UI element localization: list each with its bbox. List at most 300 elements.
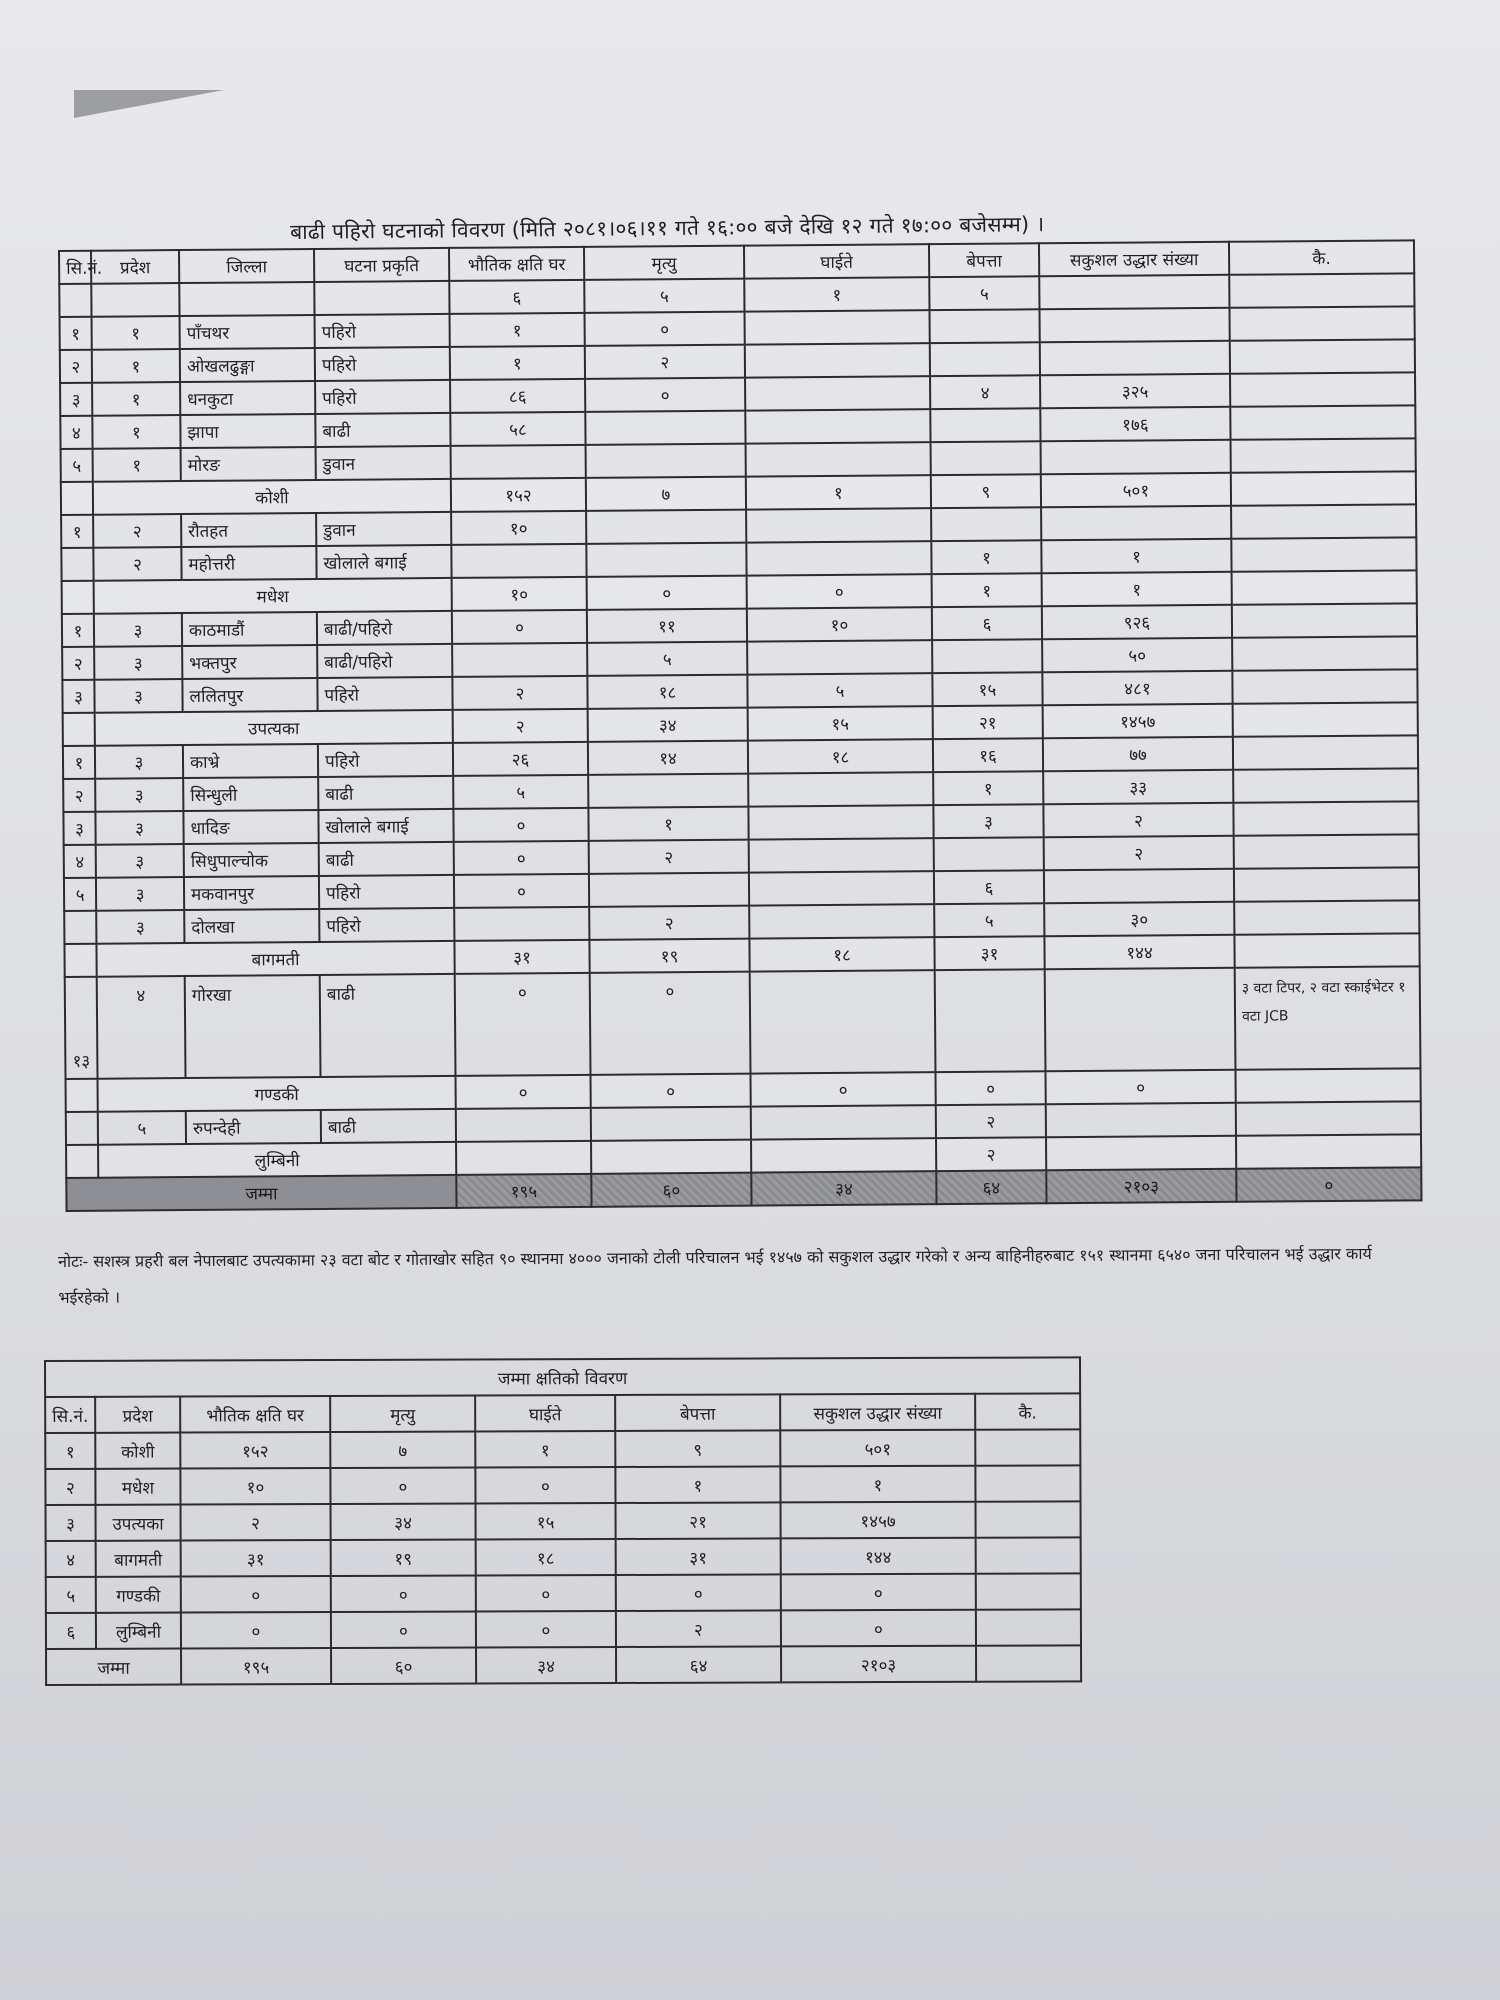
table-cell: ६४	[616, 1646, 781, 1683]
table-cell: ९२६	[1042, 605, 1232, 639]
summary-row	[46, 1501, 1081, 1541]
table-cell: ४	[64, 845, 96, 878]
table-cell: १८	[748, 739, 933, 773]
summary-table	[44, 1356, 1082, 1686]
table-cell	[1040, 341, 1230, 375]
table-cell	[934, 837, 1044, 871]
table-cell: काभ्रे	[183, 744, 318, 778]
table-cell: १५२	[180, 1432, 330, 1469]
table-cell: पहिरो	[315, 380, 450, 414]
table-cell: ३१	[616, 1538, 781, 1575]
table-cell: १३	[65, 977, 98, 1079]
table-cell: ३	[94, 646, 182, 680]
table-cell	[1231, 504, 1416, 538]
table-cell	[66, 1112, 98, 1145]
table-cell: ०	[747, 574, 932, 608]
table-cell: ३	[94, 679, 182, 713]
table-cell: ओखलढुङ्गा	[180, 348, 315, 382]
table-cell	[975, 1465, 1080, 1501]
table-cell	[1232, 669, 1417, 703]
table-cell: २	[62, 647, 94, 680]
table-cell: पाँचथर	[180, 315, 315, 349]
table-cell: १४	[588, 741, 748, 775]
corner-mark	[74, 90, 224, 118]
table-cell: १८	[587, 675, 747, 709]
table-cell: ०	[935, 1071, 1045, 1105]
table-cell: गोरखा	[185, 975, 321, 1078]
table-cell: ३	[46, 1505, 96, 1541]
table-cell: १	[60, 317, 92, 350]
summary-total-row	[46, 1645, 1081, 1685]
summary-column-header: कै.	[975, 1393, 1080, 1429]
summary-row	[46, 1573, 1081, 1613]
table-cell: २	[585, 345, 745, 379]
table-cell	[66, 1079, 98, 1112]
table-cell: १९५	[181, 1648, 331, 1685]
table-cell: ०	[1236, 1167, 1421, 1201]
table-cell	[1230, 372, 1415, 406]
subtotal-label: उपत्यका	[95, 710, 453, 746]
remark-cell: ३ वटा टिपर, २ वटा स्काईभेटर १ वटा JCB	[1235, 966, 1421, 1069]
table-cell	[1045, 968, 1236, 1071]
table-cell: डुवान	[316, 512, 451, 546]
table-cell: ३	[62, 680, 94, 713]
table-cell: २	[936, 1137, 1046, 1171]
table-cell: २६	[453, 742, 588, 776]
table-cell: ०	[476, 1611, 616, 1647]
table-cell: १	[92, 316, 180, 350]
table-cell	[1041, 506, 1231, 540]
table-cell: १	[45, 1433, 95, 1469]
table-cell	[1046, 1136, 1236, 1170]
column-header: प्रदेश	[91, 250, 179, 284]
table-cell	[931, 441, 1041, 475]
table-cell: १	[1042, 572, 1232, 606]
table-cell	[1046, 1103, 1236, 1137]
table-cell: १०	[452, 577, 587, 611]
subtotal-label: बागमती	[96, 941, 454, 977]
table-cell	[747, 640, 932, 674]
table-cell	[1231, 438, 1416, 472]
table-cell	[452, 643, 587, 677]
table-cell: ३३	[1043, 770, 1233, 804]
table-cell: १८	[749, 937, 934, 971]
table-cell: पहिरो	[319, 908, 454, 942]
table-cell: १	[1041, 539, 1231, 573]
table-cell	[456, 1108, 591, 1142]
table-cell: ३४	[476, 1647, 616, 1683]
table-cell: ५	[747, 673, 932, 707]
table-cell	[1230, 339, 1415, 373]
table-cell: २१०३	[1046, 1169, 1236, 1203]
summary-column-header: प्रदेश	[95, 1397, 180, 1433]
table-cell	[749, 904, 934, 938]
table-cell: ५	[64, 878, 96, 911]
table-cell: १	[588, 807, 748, 841]
table-cell	[1233, 801, 1418, 835]
column-header: सकुशल उद्धार संख्या	[1039, 242, 1229, 276]
table-cell	[1044, 869, 1234, 903]
table-cell	[585, 411, 745, 445]
table-cell: ५	[61, 449, 93, 482]
table-cell	[586, 444, 746, 478]
table-cell: १५	[748, 706, 933, 740]
summary-row	[46, 1609, 1081, 1649]
table-cell	[451, 445, 586, 479]
table-cell	[745, 376, 930, 410]
table-cell: २	[181, 1504, 331, 1541]
table-cell	[1233, 768, 1418, 802]
table-cell: बाढी	[320, 974, 456, 1077]
table-cell: पहिरो	[315, 347, 450, 381]
table-cell: ०	[616, 1574, 781, 1611]
table-cell: १	[61, 515, 93, 548]
table-cell	[1232, 603, 1417, 637]
table-cell: सिन्धुली	[183, 777, 318, 811]
table-cell	[451, 544, 586, 578]
incident-table	[58, 239, 1423, 1212]
table-cell	[62, 581, 94, 614]
incident-table-body	[59, 273, 1421, 1211]
column-header: घटना प्रकृति	[314, 248, 449, 282]
table-cell: १४५७	[781, 1502, 976, 1539]
table-cell	[976, 1645, 1081, 1681]
table-cell	[314, 281, 449, 315]
table-cell: १५	[932, 672, 1042, 706]
table-cell	[930, 408, 1040, 442]
table-cell	[746, 508, 931, 542]
table-cell: पहिरो	[319, 875, 454, 909]
table-cell: २	[616, 1610, 781, 1647]
table-cell: कोशी	[95, 1433, 180, 1469]
column-header: भौतिक क्षति घर	[449, 247, 584, 281]
table-cell: डुवान	[316, 446, 451, 480]
table-cell: ०	[455, 1075, 590, 1109]
table-cell: झापा	[180, 414, 315, 448]
table-cell: ६	[46, 1613, 96, 1649]
table-cell	[976, 1573, 1081, 1609]
table-cell	[1234, 867, 1419, 901]
table-cell: ५८	[450, 412, 585, 446]
table-cell: ६	[934, 870, 1044, 904]
table-cell: ७७	[1043, 737, 1233, 771]
table-cell: ३	[96, 877, 184, 911]
table-cell: ९	[931, 474, 1041, 508]
table-cell: २	[452, 676, 587, 710]
table-cell	[1233, 702, 1418, 736]
table-cell: १	[450, 346, 585, 380]
table-cell: लुम्बिनी	[96, 1613, 181, 1649]
table-cell: ३	[95, 745, 183, 779]
table-cell: १	[475, 1431, 615, 1467]
table-cell: १	[92, 415, 180, 449]
column-header: मृत्यु	[584, 246, 744, 280]
table-cell: ५	[453, 775, 588, 809]
table-cell: १४४	[781, 1538, 976, 1575]
table-cell: ३४	[331, 1503, 476, 1540]
table-cell	[746, 442, 931, 476]
table-cell: ३	[95, 778, 183, 812]
table-cell: ०	[587, 576, 747, 610]
table-cell: ६०	[591, 1173, 751, 1207]
table-cell: १	[744, 277, 929, 311]
table-cell: २	[589, 840, 749, 874]
table-cell: खोलाले बगाई	[318, 809, 453, 843]
table-cell: २	[589, 906, 749, 940]
subtotal-label: कोशी	[93, 479, 451, 515]
summary-column-header: बेपत्ता	[615, 1394, 780, 1431]
table-cell: १	[93, 448, 181, 482]
table-cell: बाढी/पहिरो	[317, 644, 452, 678]
table-cell: ३४	[588, 708, 748, 742]
table-cell: ०	[452, 610, 587, 644]
table-cell: ०	[750, 1072, 935, 1106]
summary-header-row	[45, 1393, 1080, 1433]
table-cell: ४	[930, 375, 1040, 409]
summary-column-header: सकुशल उद्धार संख्या	[780, 1394, 975, 1431]
table-cell: ४	[97, 976, 186, 1079]
table-cell	[1233, 735, 1418, 769]
incident-table-container	[58, 239, 1421, 1212]
grand-total-label: जम्मा	[66, 1175, 456, 1211]
table-cell: ५	[98, 1111, 186, 1145]
table-cell: ९	[615, 1430, 780, 1467]
table-cell	[745, 343, 930, 377]
table-cell	[931, 507, 1041, 541]
table-cell	[749, 871, 934, 905]
table-cell: महोत्तरी	[181, 546, 316, 580]
table-cell: ०	[590, 1074, 750, 1108]
table-cell: १५	[476, 1503, 616, 1539]
page-title: बाढी पहिरो घटनाको विवरण (मिति २०८१।०६।११ गते १६:०० बजे देखि १२ गते १७:०० बजेसम्म) ।	[290, 212, 1045, 244]
table-cell: १	[931, 540, 1041, 574]
summary-column-header: घाईते	[475, 1395, 615, 1431]
table-cell	[64, 944, 96, 977]
table-cell: १	[780, 1466, 975, 1503]
table-cell: रौतहत	[181, 513, 316, 547]
table-cell	[1232, 636, 1417, 670]
table-cell	[454, 907, 589, 941]
table-cell: ३	[95, 811, 183, 845]
table-cell: ३१	[934, 936, 1044, 970]
table-cell: ७	[586, 477, 746, 511]
table-cell: २	[93, 514, 181, 548]
table-cell	[750, 970, 936, 1073]
table-cell: बाढी/पहिरो	[317, 611, 452, 645]
table-cell	[589, 873, 749, 907]
table-cell: ६४	[936, 1170, 1046, 1204]
table-cell: पहिरो	[315, 314, 450, 348]
table-cell: ११	[587, 609, 747, 643]
table-cell: ०	[181, 1576, 331, 1613]
table-cell: ६	[449, 280, 584, 314]
column-header: बेपत्ता	[929, 243, 1039, 277]
table-cell: ३१	[181, 1540, 331, 1577]
table-cell: पहिरो	[318, 743, 453, 777]
table-cell	[1230, 405, 1415, 439]
table-cell	[751, 1105, 936, 1139]
table-cell: २	[60, 350, 92, 383]
table-cell: ५	[934, 903, 1044, 937]
table-cell: ४	[46, 1541, 96, 1577]
summary-row	[46, 1537, 1081, 1577]
table-cell: १	[63, 746, 95, 779]
table-cell: २	[453, 709, 588, 743]
table-cell: १५२	[451, 478, 586, 512]
table-cell: ३०	[1044, 902, 1234, 936]
table-cell	[932, 639, 1042, 673]
table-cell	[1234, 933, 1419, 967]
table-cell: ०	[1045, 1070, 1235, 1104]
table-cell	[1236, 1134, 1421, 1168]
summary-column-header: मृत्यु	[330, 1395, 475, 1432]
table-cell: धनकुटा	[180, 381, 315, 415]
summary-table-container	[44, 1356, 1080, 1686]
table-cell: ३	[63, 812, 95, 845]
table-cell	[456, 1141, 591, 1175]
table-cell	[1234, 900, 1419, 934]
table-cell: ०	[454, 874, 589, 908]
table-cell: ५०१	[780, 1430, 975, 1467]
table-cell	[751, 1138, 936, 1172]
table-cell	[64, 911, 96, 944]
table-cell: उपत्यका	[96, 1505, 181, 1541]
table-cell	[976, 1501, 1081, 1537]
subtotal-label: लुम्बिनी	[98, 1142, 456, 1178]
table-cell: १	[933, 771, 1043, 805]
subtotal-label: गण्डकी	[98, 1076, 456, 1112]
table-cell: १	[92, 349, 180, 383]
table-cell: १०	[180, 1468, 330, 1505]
table-cell: २१०३	[781, 1646, 976, 1683]
table-cell	[179, 282, 314, 316]
table-cell: २	[936, 1104, 1046, 1138]
table-cell: १९	[331, 1539, 476, 1576]
table-cell: ४	[60, 416, 92, 449]
table-cell: ३४	[751, 1171, 936, 1205]
table-cell	[930, 342, 1040, 376]
table-cell: २	[1044, 836, 1234, 870]
table-cell: ८६	[450, 379, 585, 413]
table-cell	[1231, 537, 1416, 571]
table-cell: मकवानपुर	[184, 876, 319, 910]
table-cell: १४५७	[1043, 704, 1233, 738]
table-cell: ३	[60, 383, 92, 416]
table-cell: ५०१	[1041, 473, 1231, 507]
table-cell: पहिरो	[317, 677, 452, 711]
note-text: नोटः- सशस्त्र प्रहरी बल नेपालबाट उपत्यकामा २३ वटा बोट र गोताखोर सहित ९० स्थानमा ४००० जनाको टोली परिचालन भई १४५७ को सकुशल उद्धार गरेको र अन्य बाहिनीहरुबाट १५१ स्थानमा ६५४० जना परिचालन भई उद्धार कार्य भईरहेको ।	[58, 1243, 1372, 1307]
table-cell: १९	[589, 939, 749, 973]
table-cell: १	[450, 313, 585, 347]
table-cell: बाढी	[318, 776, 453, 810]
table-cell: १०	[747, 607, 932, 641]
table-cell: ४८१	[1042, 671, 1232, 705]
table-cell	[745, 310, 930, 344]
table-cell: ५	[46, 1577, 96, 1613]
table-cell: २१	[933, 705, 1043, 739]
table-cell	[1232, 570, 1417, 604]
table-cell: ३	[96, 844, 184, 878]
table-cell: सिधुपाल्चोक	[184, 843, 319, 877]
table-cell: ७	[330, 1431, 475, 1468]
table-cell: १	[932, 573, 1042, 607]
table-cell: गण्डकी	[96, 1577, 181, 1613]
table-cell	[745, 409, 930, 443]
table-cell: ०	[585, 312, 745, 346]
table-cell: बागमती	[96, 1541, 181, 1577]
table-cell: १७६	[1040, 407, 1230, 441]
table-cell: १	[615, 1466, 780, 1503]
subtotal-label: मधेश	[94, 578, 452, 614]
table-cell: ६०	[331, 1647, 476, 1684]
table-cell	[591, 1107, 751, 1141]
table-cell	[935, 969, 1046, 1072]
table-cell: २१	[616, 1502, 781, 1539]
table-cell	[929, 309, 1039, 343]
table-cell: ५	[587, 642, 747, 676]
table-cell: ०	[331, 1611, 476, 1648]
gandaki-row	[65, 966, 1421, 1079]
summary-row	[45, 1429, 1080, 1469]
summary-total-label: जम्मा	[46, 1649, 181, 1685]
table-cell: १९५	[456, 1174, 591, 1208]
table-cell: भक्तपुर	[182, 645, 317, 679]
table-cell: ०	[590, 972, 751, 1075]
table-cell: १	[92, 382, 180, 416]
table-cell	[61, 548, 93, 581]
table-cell: २	[45, 1469, 95, 1505]
column-header: घाईते	[744, 244, 929, 278]
table-cell	[1234, 834, 1419, 868]
summary-table-body	[45, 1429, 1081, 1685]
table-cell	[1039, 308, 1229, 342]
table-cell: १	[62, 614, 94, 647]
table-cell: १८	[476, 1539, 616, 1575]
table-cell: २	[93, 547, 181, 581]
table-cell: मधेश	[95, 1469, 180, 1505]
table-cell: ०	[454, 841, 589, 875]
table-cell	[66, 1145, 98, 1178]
table-cell	[976, 1537, 1081, 1573]
table-cell	[1041, 440, 1231, 474]
table-cell: २	[63, 779, 95, 812]
table-cell: ३	[933, 804, 1043, 838]
table-cell	[1039, 275, 1229, 309]
column-header: सि.नं.	[59, 251, 91, 284]
table-cell: ०	[781, 1610, 976, 1647]
table-cell	[746, 541, 931, 575]
summary-column-header: सि.नं.	[45, 1397, 95, 1433]
table-cell: ०	[330, 1467, 475, 1504]
table-cell	[975, 1429, 1080, 1465]
table-cell	[1229, 273, 1414, 307]
table-cell: २	[1043, 803, 1233, 837]
table-cell: ३२५	[1040, 374, 1230, 408]
table-cell: ५०	[1042, 638, 1232, 672]
table-cell	[91, 283, 179, 317]
table-cell: बाढी	[321, 1109, 456, 1143]
table-cell	[59, 284, 91, 317]
table-cell	[1235, 1068, 1420, 1102]
table-cell: १	[746, 475, 931, 509]
table-cell: खोलाले बगाई	[316, 545, 451, 579]
table-cell: ०	[331, 1575, 476, 1612]
table-cell	[588, 774, 748, 808]
table-cell: धादिङ	[183, 810, 318, 844]
table-cell	[61, 482, 93, 515]
table-cell	[63, 713, 95, 746]
table-cell	[748, 772, 933, 806]
